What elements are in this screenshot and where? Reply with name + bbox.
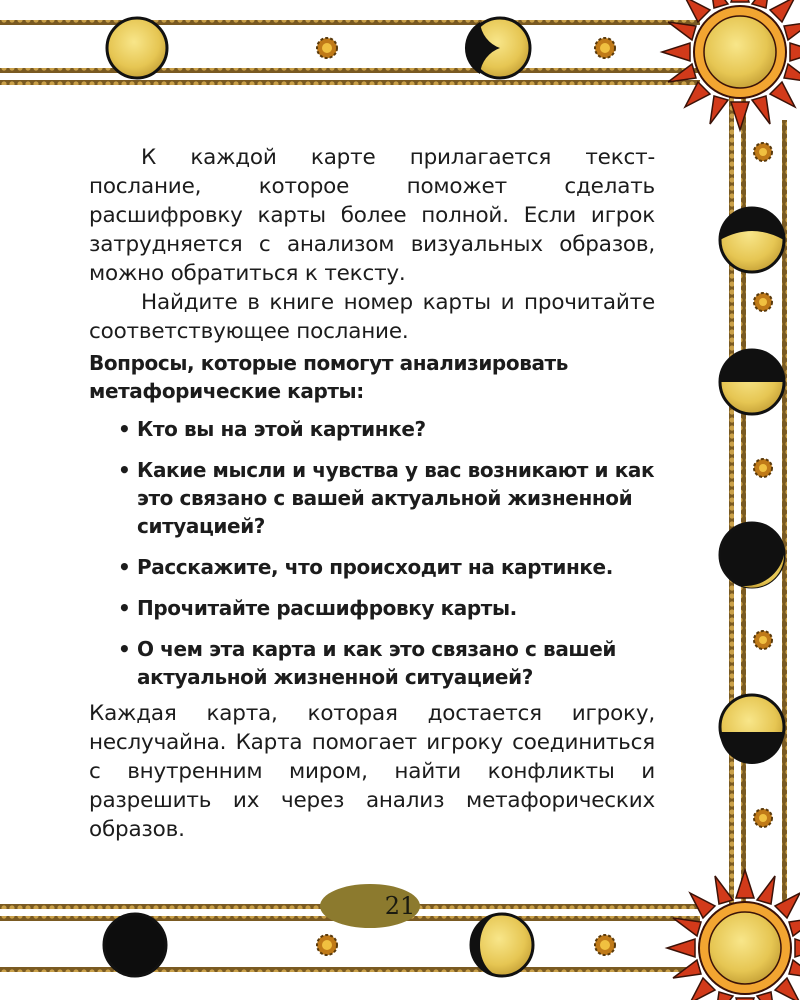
question-text: О чем эта карта и как это связано с вашей актуальной жизненной ситуацией?: [137, 637, 617, 689]
flower-bead-icon: [317, 38, 337, 58]
bullet-icon: •: [118, 596, 131, 620]
crescent-moon-icon: [465, 18, 530, 78]
list-item: [118, 594, 658, 622]
flower-bead-icon: [595, 935, 615, 955]
crescent-moon-icon: [471, 914, 533, 976]
bullet-icon: •: [118, 458, 131, 482]
closing-text-block: [89, 699, 655, 844]
new-moon-icon: [104, 914, 166, 976]
bullet-icon: •: [118, 637, 131, 661]
question-text: Какие мысли и чувства у вас возникают и как это связано с вашей актуальной жизненной ситуацией?: [137, 458, 655, 538]
moon-phase-icon: [720, 523, 784, 588]
list-item: [118, 415, 658, 443]
list-item: [118, 456, 658, 540]
full-moon-icon: [107, 18, 167, 78]
question-text: Прочитайте расшифровку карты.: [137, 596, 517, 620]
question-text: Расскажите, что происходит на картинке.: [137, 555, 613, 579]
instruction-paragraph: Найдите в книге номер карты и прочитайте соответствующее послание.: [89, 290, 655, 344]
intro-text-block: [89, 143, 655, 346]
flower-bead-icon: [754, 631, 772, 649]
moon-phase-icon: [720, 350, 784, 414]
flower-bead-icon: [754, 293, 772, 311]
flower-bead-icon: [595, 38, 615, 58]
questions-heading: Вопросы, которые помогут анализировать метафорические карты:: [89, 351, 568, 403]
moon-phase-icon: [720, 695, 784, 764]
flower-bead-icon: [754, 143, 772, 161]
bullet-icon: •: [118, 417, 131, 441]
page-number: 21: [384, 892, 416, 920]
flower-bead-icon: [754, 809, 772, 827]
closing-paragraph: Каждая карта, которая достается игроку, неслучайна. Карта помогает игроку соединиться с внутренним миром, найти конфликты и разрешить их через анализ метафорических образов.: [89, 701, 655, 842]
question-text: Кто вы на этой картинке?: [137, 417, 426, 441]
intro-paragraph: К каждой карте прилагается текст-послание, которое поможет сделать расшифровку карты более полной. Если игрок затрудняется с анализом визуальных образов, можно обратиться к тексту.: [89, 145, 655, 286]
questions-list: [118, 415, 658, 704]
flower-bead-icon: [317, 935, 337, 955]
flower-bead-icon: [754, 459, 772, 477]
list-item: [118, 635, 658, 691]
bullet-icon: •: [118, 555, 131, 579]
moon-phase-icon: [720, 208, 784, 272]
list-item: [118, 553, 658, 581]
